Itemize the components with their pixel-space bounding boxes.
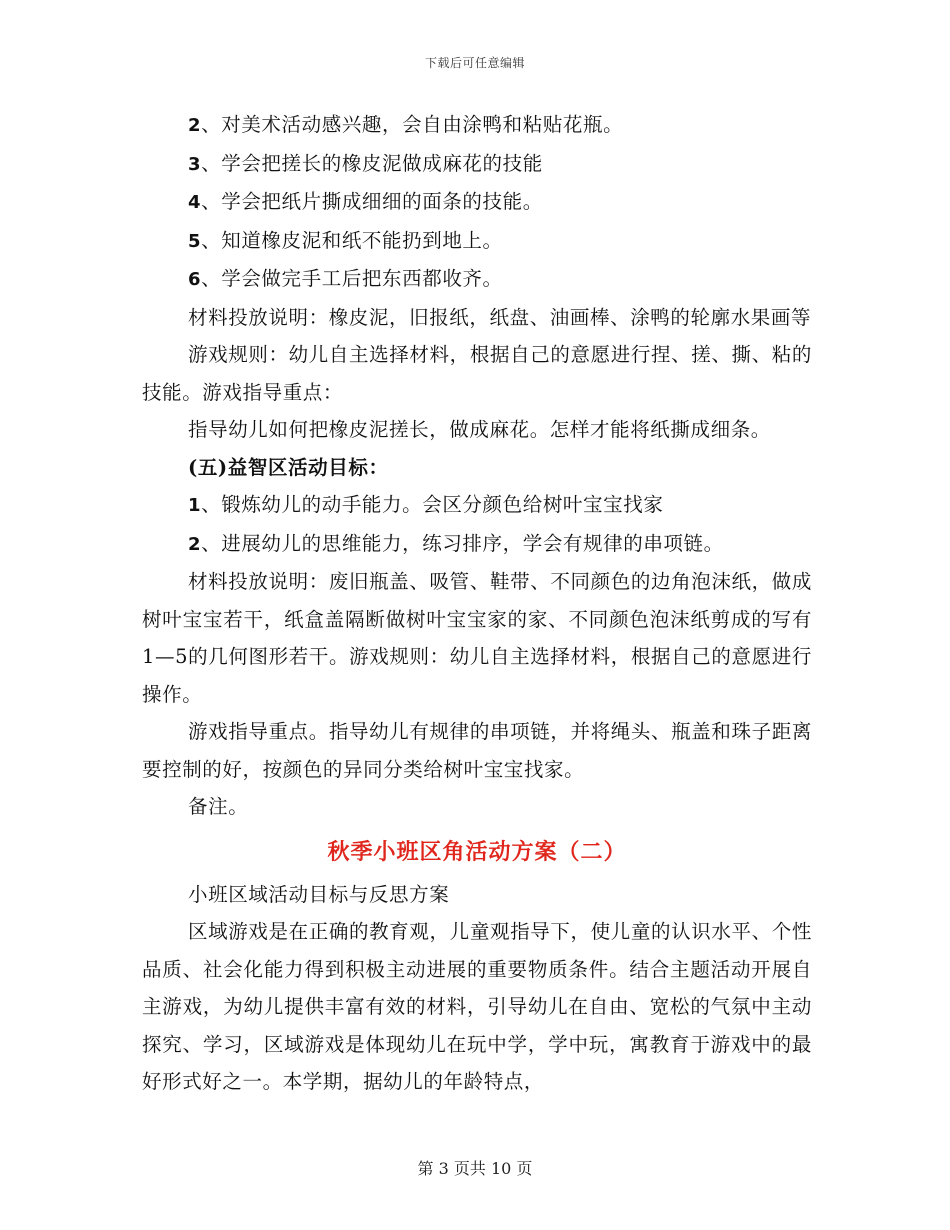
page-number: 第 3 页共 10 页 [417, 1159, 533, 1178]
rules-paragraph: 游戏规则：幼儿自主选择材料，根据自己的意愿进行捏、搓、撕、粘的技能。游戏指导重点： [142, 343, 812, 404]
intro-paragraph: 区域游戏是在正确的教育观，儿童观指导下，使儿童的认识水平、个性品质、社会化能力得到积极主动进展的重要物质条件。结合主题活动开展自主游戏，为幼儿提供丰富有效的材料，引导幼儿在自由、宽松的气氛中主动探究、学习，区域游戏是体现幼儿在玩中学，学中玩，寓教育于游戏中的最好形式好之一。本学期，据幼儿的年龄特点， [142, 920, 812, 1093]
item-text: 、学会把搓长的橡皮泥做成麻花的技能 [201, 151, 543, 175]
section-title: 秋季小班区角活动方案（二） [327, 838, 627, 865]
item-number: 6 [188, 269, 202, 290]
materials-paragraph: 材料投放说明：废旧瓶盖、吸管、鞋带、不同颜色的边角泡沫纸，做成树叶宝宝若干，纸盒盖隔断做树叶宝宝家的家、不同颜色泡沫纸剪成的写有1—5的几何图形若干。游戏规则：幼儿自主选择材料，根据自己的意愿进行操作。 [142, 570, 812, 706]
list-item [142, 260, 812, 299]
item-text: 、学会做完手工后把东西都收齐。 [201, 267, 503, 290]
list-item [142, 486, 812, 525]
materials-paragraph: 材料投放说明：橡皮泥，旧报纸，纸盘、油画棒、涂鸭的轮廓水果画等 [188, 305, 812, 329]
remark-paragraph: 备注。 [188, 795, 249, 818]
item-number: 1 [188, 495, 202, 516]
item-text: 、学会把纸片撕成细细的面条的技能。 [201, 190, 543, 213]
document-body [142, 106, 812, 1101]
section-heading: (五)益智区活动目标： [188, 455, 389, 479]
subtitle-paragraph: 小班区域活动目标与反思方案 [188, 882, 450, 906]
item-text: 、锻炼幼儿的动手能力。会区分颜色给树叶宝宝找家 [201, 493, 664, 516]
list-item [142, 525, 812, 564]
item-number: 4 [188, 192, 202, 213]
item-number: 3 [188, 153, 202, 175]
list-item [142, 183, 812, 222]
item-number: 2 [188, 115, 202, 136]
item-number: 5 [188, 230, 202, 252]
item-text: 、进展幼儿的思维能力，练习排序，学会有规律的串项链。 [201, 531, 724, 555]
item-text: 、知道橡皮泥和纸不能扔到地上。 [201, 228, 503, 252]
item-text: 、对美术活动感兴趣，会自由涂鸭和粘贴花瓶。 [201, 113, 624, 136]
list-item [142, 222, 812, 261]
item-number: 2 [188, 533, 202, 555]
list-item [142, 106, 812, 145]
guide-paragraph: 指导幼儿如何把橡皮泥搓长，做成麻花。怎样才能将纸撕成细条。 [188, 418, 771, 441]
guide-paragraph: 游戏指导重点。指导幼儿有规律的串项链，并将绳头、瓶盖和珠子距离要控制的好，按颜色的异同分类给树叶宝宝找家。 [142, 720, 812, 781]
list-item [142, 145, 812, 184]
header-note: 下载后可任意编辑 [424, 56, 525, 70]
